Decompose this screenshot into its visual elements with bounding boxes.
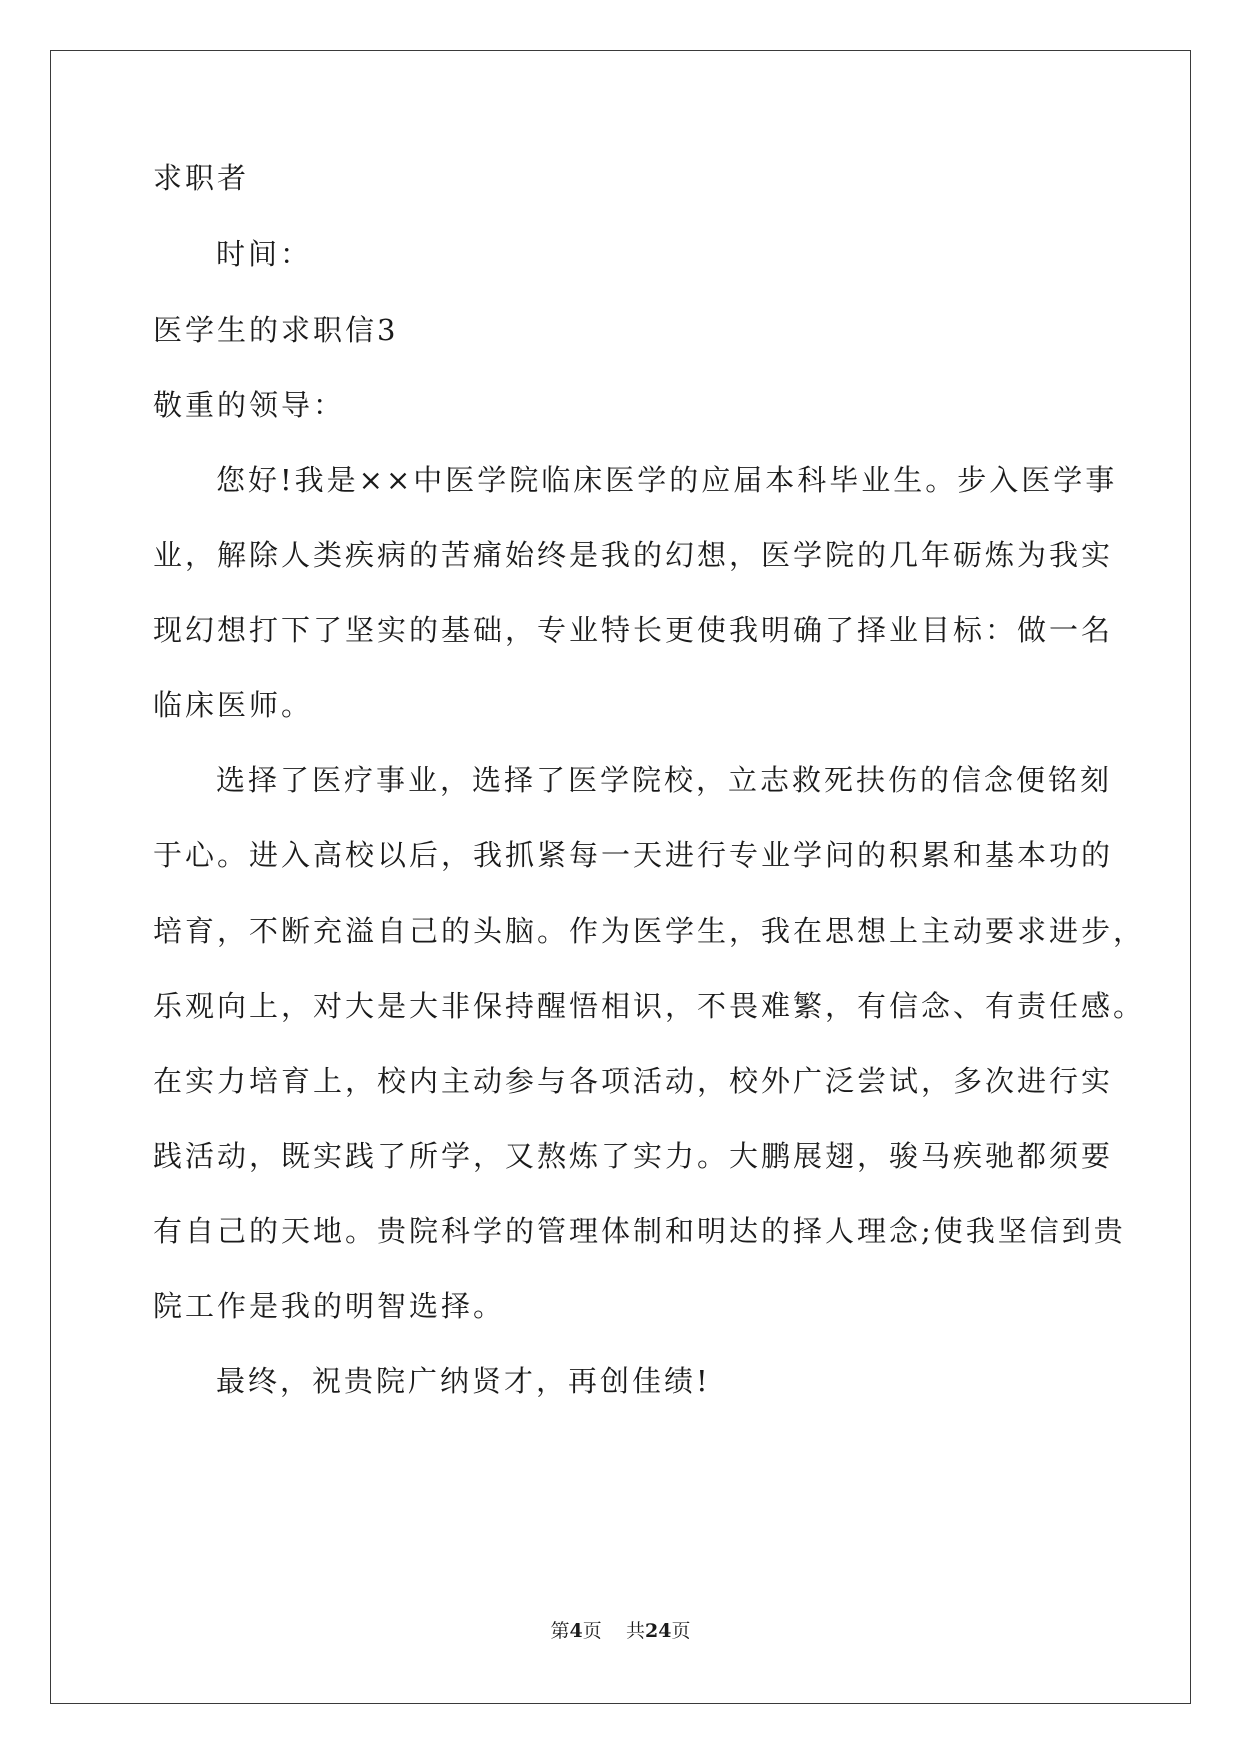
footer-page-suffix: 页 <box>582 1620 602 1642</box>
text-line: 您好!我是××中医学院临床医学的应届本科毕业生。步入医学事 <box>216 463 1118 497</box>
text-line: 临床医师。 <box>153 688 314 722</box>
text-line: 于心。进入高校以后，我抓紧每一天进行专业学问的积累和基本功的 <box>153 838 1114 872</box>
text-line: 现幻想打下了坚实的基础，专业特长更使我明确了择业目标：做一名 <box>153 613 1114 647</box>
total-page-count: 24 <box>644 1620 672 1642</box>
page-border <box>50 50 1191 1704</box>
footer-total-suffix: 页 <box>671 1620 691 1642</box>
footer-total-prefix: 共 <box>625 1620 645 1642</box>
page-number-footer <box>0 1616 1241 1643</box>
salutation: 敬重的领导： <box>153 388 346 422</box>
text-line: 乐观向上，对大是大非保持醒悟相识，不畏难繁，有信念、有责任感。 <box>153 989 1146 1023</box>
text-line: 选择了医疗事业，选择了医学院校，立志救死扶伤的信念便铭刻 <box>216 763 1113 797</box>
footer-prefix: 第 <box>550 1620 570 1642</box>
text-line: 培育，不断充溢自己的头脑。作为医学生，我在思想上主动要求进步， <box>153 914 1146 948</box>
letter-title: 医学生的求职信3 <box>153 313 399 347</box>
text-line: 时间： <box>216 237 313 271</box>
text-line: 践活动，既实践了所学，又熬炼了实力。大鹏展翅，骏马疾驰都须要 <box>153 1139 1114 1173</box>
text-line: 业，解除人类疾病的苦痛始终是我的幻想，医学院的几年砺炼为我实 <box>153 538 1114 572</box>
closing-line: 最终，祝贵院广纳贤才，再创佳绩! <box>216 1364 711 1398</box>
text-line: 求职者 <box>153 161 250 195</box>
current-page-number: 4 <box>569 1620 583 1642</box>
text-line: 在实力培育上，校内主动参与各项活动，校外广泛尝试，多次进行实 <box>153 1064 1114 1098</box>
text-line: 有自己的天地。贵院科学的管理体制和明达的择人理念;使我坚信到贵 <box>153 1214 1126 1248</box>
text-line: 院工作是我的明智选择。 <box>153 1289 506 1323</box>
